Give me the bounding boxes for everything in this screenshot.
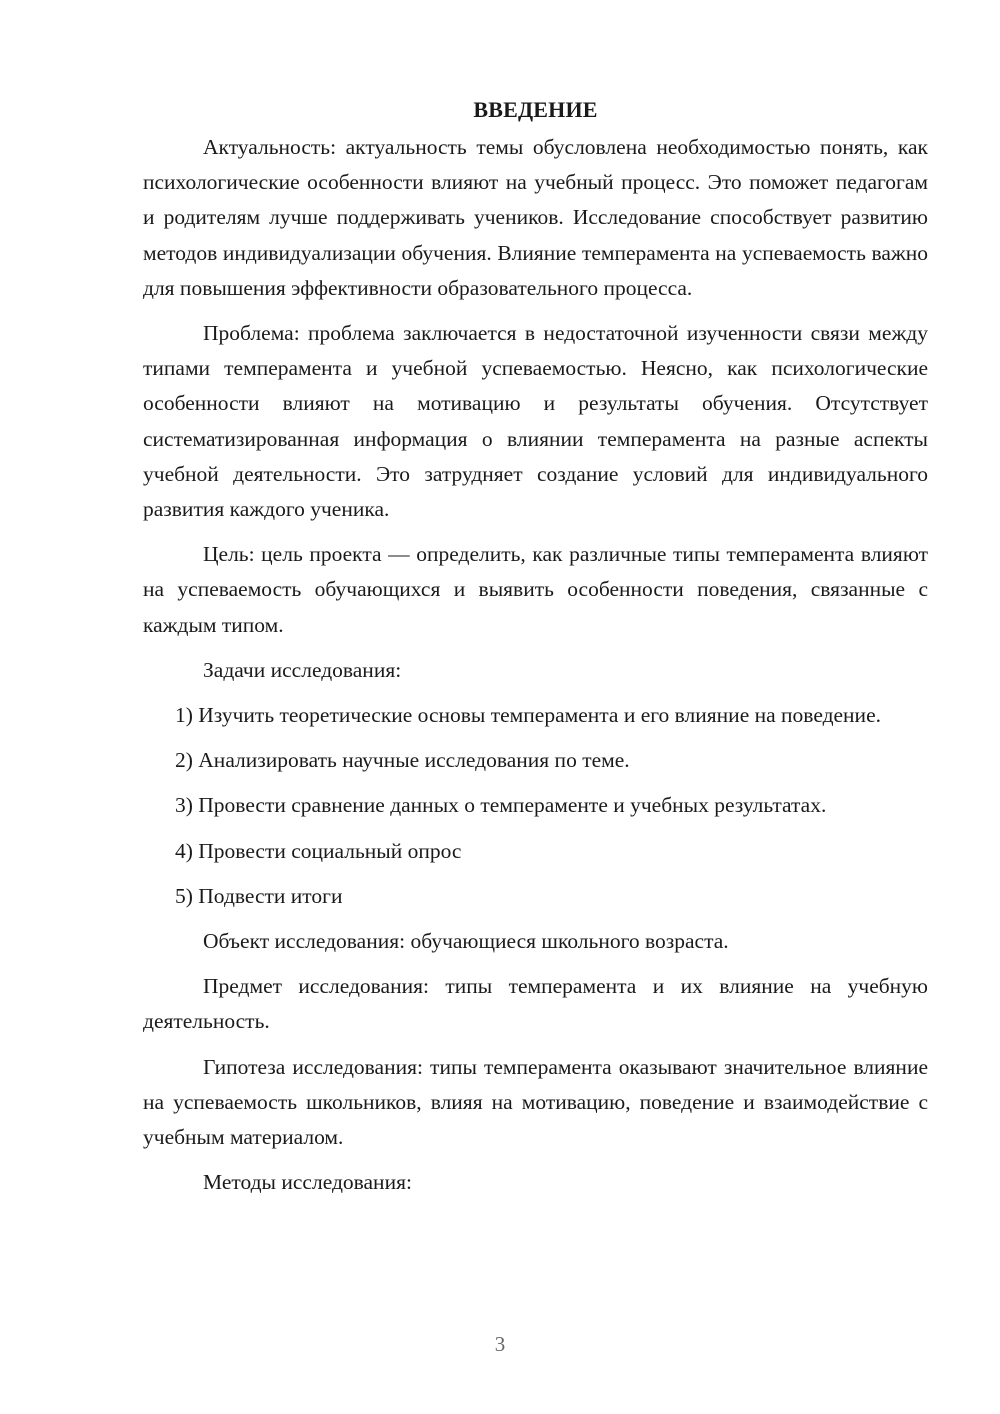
subject-paragraph: Предмет исследования: типы темперамента и их влияние на учебную деятельность. <box>143 974 928 1034</box>
page-number: 3 <box>494 1332 506 1356</box>
document-page <box>143 92 928 1210</box>
task-item-5: 5) Подвести итоги <box>175 883 343 908</box>
task-item-3: 3) Провести сравнение данных о темпераменте и учебных результатах. <box>175 793 827 818</box>
problem-paragraph: Проблема: проблема заключается в недостаточной изученности связи между типами темперамента и учебной успеваемостью. Неясно, как психологические особенности влияют на мотивацию и результаты обучения. Отсутствует систематизированная информация о влиянии темперамента на разные аспекты учебной деятельности. Это затрудняет создание условий для индивидуального развития каждого ученика. <box>143 321 928 522</box>
task-item-4: 4) Провести социальный опрос <box>175 838 462 863</box>
goal-paragraph: Цель: цель проекта — определить, как различные типы темперамента влияют на успеваемость обучающихся и выявить особенности поведения, связанные с каждым типом. <box>143 542 928 637</box>
page-title: ВВЕДЕНИЕ <box>473 97 598 122</box>
task-item-2: 2) Анализировать научные исследования по теме. <box>175 748 630 773</box>
tasks-heading: Задачи исследования: <box>203 657 402 682</box>
methods-heading: Методы исследования: <box>203 1170 412 1195</box>
task-item-1: 1) Изучить теоретические основы темперамента и его влияние на поведение. <box>175 703 881 728</box>
hypothesis-paragraph: Гипотеза исследования: типы темперамента оказывают значительное влияние на успеваемость школьников, влияя на мотивацию, поведение и взаимодействие с учебным материалом. <box>143 1054 928 1150</box>
relevance-paragraph: Актуальность: актуальность темы обусловлена необходимостью понять, как психологические особенности влияют на учебный процесс. Это поможет педагогам и родителям лучше поддерживать учеников. Исследование способствует развитию методов индивидуализации обучения. Влияние темперамента на успеваемость важно для повышения эффективности образовательного процесса. <box>143 135 928 300</box>
object-paragraph: Объект исследования: обучающиеся школьного возраста. <box>203 929 729 954</box>
